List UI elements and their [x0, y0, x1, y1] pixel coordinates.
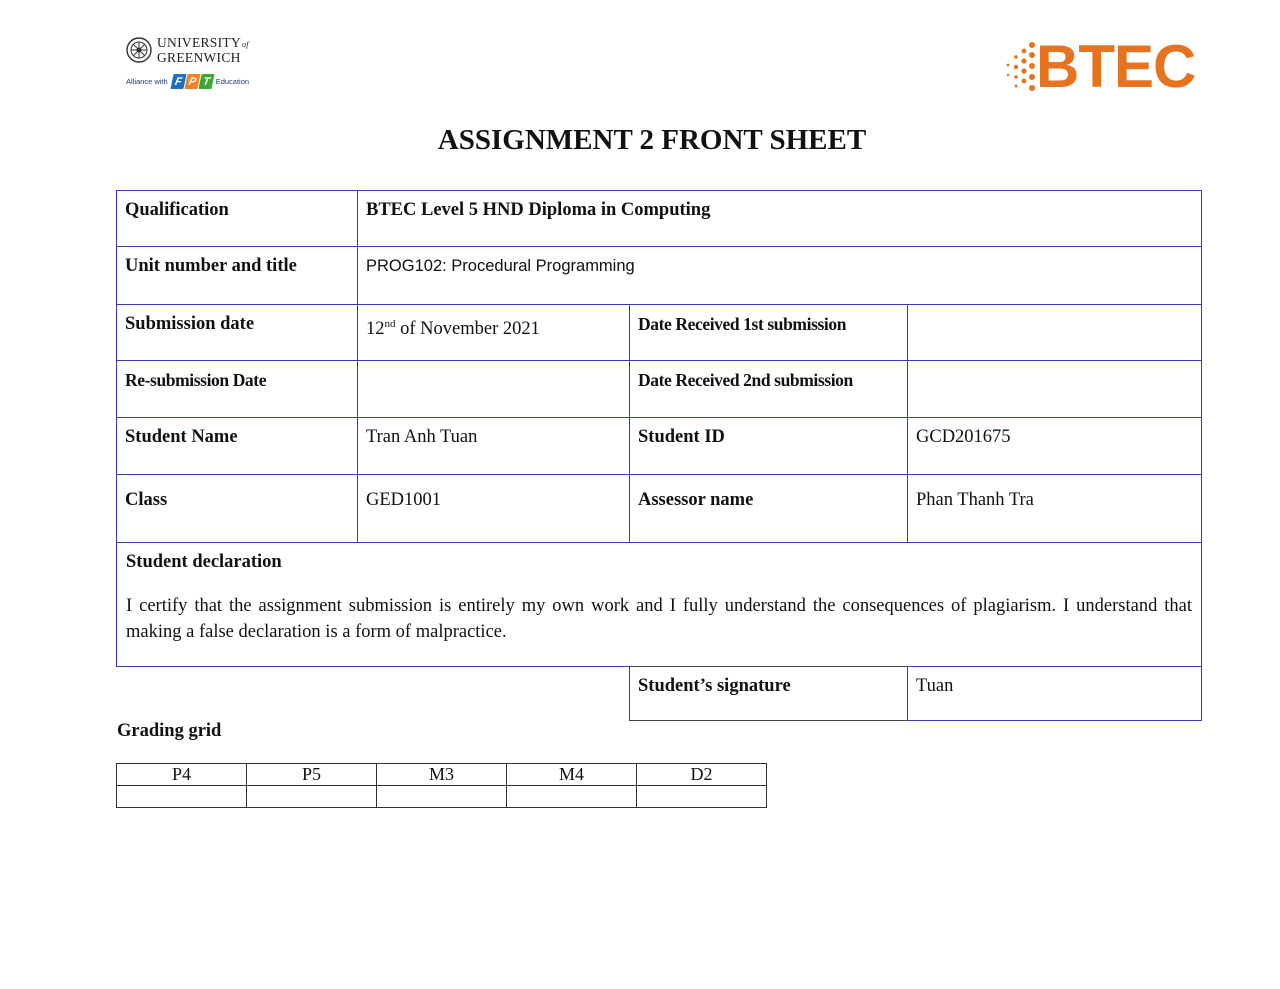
resubmission-label: Re-submission Date — [116, 360, 358, 418]
grade-header-p4: P4 — [117, 764, 247, 786]
fpt-letter-f: F — [170, 74, 186, 89]
fpt-letter-p: P — [184, 74, 200, 89]
student-name-label: Student Name — [116, 417, 358, 475]
university-seal-icon — [126, 37, 152, 63]
qualification-label: Qualification — [116, 190, 358, 247]
grade-header-d2: D2 — [637, 764, 767, 786]
date-received-2-label: Date Received 2nd submission — [629, 360, 908, 418]
submission-date-suffix: nd — [384, 318, 396, 330]
grade-value-d2 — [637, 786, 767, 808]
grade-header-m3: M3 — [377, 764, 507, 786]
qualification-value: BTEC Level 5 HND Diploma in Computing — [357, 190, 1202, 247]
assessor-value: Phan Thanh Tra — [907, 474, 1202, 543]
grading-grid-table — [116, 763, 767, 808]
student-id-value: GCD201675 — [907, 417, 1202, 475]
uog-line1: UNIVERSITY — [157, 35, 241, 50]
signature-value: Tuan — [907, 666, 1202, 721]
unit-value: PROG102: Procedural Programming — [357, 246, 1202, 305]
grade-value-m3 — [377, 786, 507, 808]
submission-date-value — [357, 304, 630, 361]
grade-value-p4 — [117, 786, 247, 808]
grade-value-p5 — [247, 786, 377, 808]
student-name-value: Tran Anh Tuan — [357, 417, 630, 475]
uog-line2: GREENWICH — [157, 50, 241, 65]
submission-date-day: 12 — [366, 319, 385, 340]
grade-header-m4: M4 — [507, 764, 637, 786]
submission-date-label: Submission date — [116, 304, 358, 361]
fpt-logo — [172, 74, 213, 89]
resubmission-value — [357, 360, 630, 418]
btec-wordmark: BTEC — [1036, 33, 1196, 100]
date-received-2-value — [907, 360, 1202, 418]
date-received-1-value — [907, 304, 1202, 361]
class-value: GED1001 — [357, 474, 630, 543]
grading-header-row — [117, 764, 767, 786]
btec-dots-icon — [1000, 39, 1038, 95]
grading-value-row — [117, 786, 767, 808]
page-title: ASSIGNMENT 2 FRONT SHEET — [437, 124, 867, 156]
uog-of: of — [242, 40, 249, 49]
student-declaration — [116, 542, 1202, 667]
btec-logo — [1000, 33, 1196, 100]
grade-header-p5: P5 — [247, 764, 377, 786]
date-received-1-label: Date Received 1st submission — [629, 304, 908, 361]
signature-label: Student’s signature — [629, 666, 908, 721]
declaration-text: I certify that the assignment submission is entirely my own work and I fully understand the consequences of plagiarism. I understand that making a false declaration is a form of malpractice. — [126, 596, 1192, 642]
declaration-title: Student declaration — [126, 552, 282, 572]
university-of-greenwich-logo — [126, 36, 266, 102]
submission-date-rest: of November 2021 — [395, 319, 540, 340]
alliance-text: Alliance with — [126, 77, 168, 86]
student-id-label: Student ID — [629, 417, 908, 475]
grade-value-m4 — [507, 786, 637, 808]
fpt-letter-t: T — [198, 74, 214, 89]
grading-grid-label: Grading grid — [117, 721, 222, 741]
education-text: Education — [215, 77, 250, 86]
unit-label: Unit number and title — [116, 246, 358, 305]
assessor-label: Assessor name — [629, 474, 908, 543]
class-label: Class — [116, 474, 358, 543]
